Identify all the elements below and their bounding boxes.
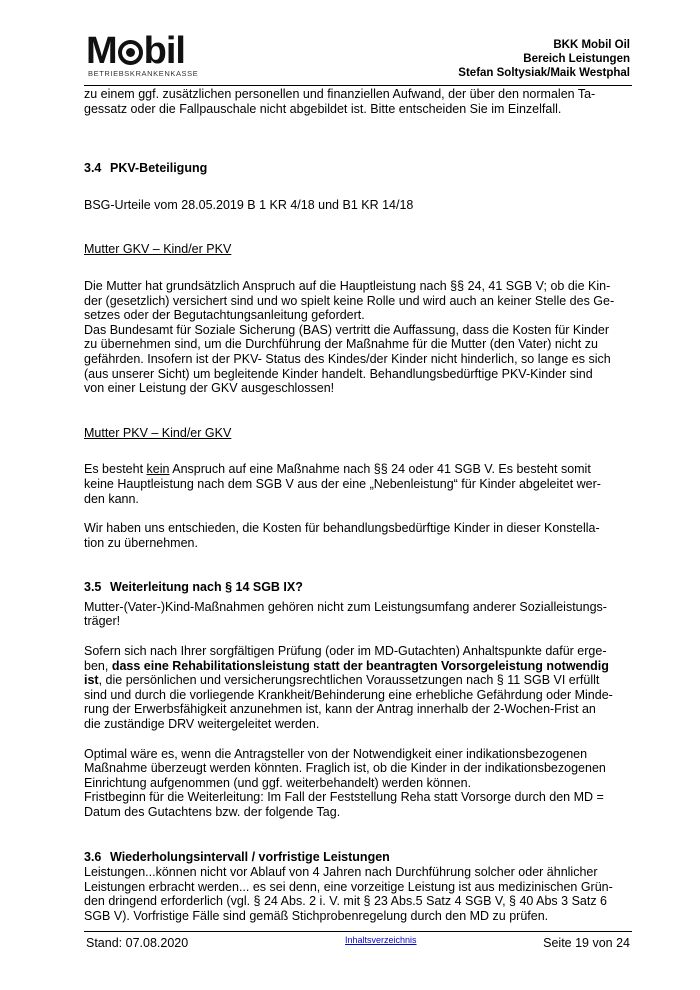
text-run: Es besteht: [84, 462, 147, 477]
intro-line-2: gessatz oder die Fallpauschale nicht abgebildet ist. Bitte entscheiden Sie im Einzelfall.: [84, 101, 562, 116]
subheading-mutter-gkv: Mutter GKV – Kind/er PKV: [84, 242, 232, 257]
section-number: 3.4: [84, 161, 102, 176]
text-run: ben,: [84, 658, 112, 673]
bold-text-run: ist: [84, 673, 99, 688]
section-title: PKV-Beteiligung: [110, 161, 208, 176]
s35-p1-line: Mutter-(Vater-)Kind-Maßnahmen gehören nicht zum Leistungsumfang anderer Sozialleistungs-: [84, 599, 607, 614]
mobil-logo: [86, 30, 199, 81]
toc-link[interactable]: Inhaltsverzeichnis: [345, 935, 417, 945]
s34-p1-line: Das Bundesamt für Soziale Sicherung (BAS) vertritt die Auffassung, dass die Kosten für Kinder: [84, 322, 610, 337]
s36-p1-line: Leistungen erbracht werden... es sei denn, eine vorzeitige Leistung ist aus medizinischen Grün-: [84, 879, 613, 894]
logo-o-icon: [118, 40, 143, 65]
page-number: Seite 19 von 24: [543, 936, 630, 950]
s34-p1-line: setzes oder der Begutachtungsanleitung gefordert.: [84, 308, 365, 323]
logo-letter-m: M: [86, 30, 117, 72]
s35-p3-line: Optimal wäre es, wenn die Antragsteller von der Notwendigkeit einer indikationsbezogenen: [84, 746, 588, 761]
s34-p1-line: der (gesetzlich) versichert sind und wo spielt keine Rolle und wird auch an keiner Stelle des Ge-: [84, 293, 615, 308]
s34-p1-line: von einer Leistung der GKV ausgeschlossen!: [84, 381, 335, 396]
s34-p3-line: tion zu übernehmen.: [84, 535, 198, 550]
s34-p2-line: den kann.: [84, 491, 139, 506]
section-3-5-heading: [84, 580, 632, 595]
s35-p2-line: [84, 659, 632, 674]
section-number: 3.6: [84, 849, 102, 864]
footer-date: Stand: 07.08.2020: [86, 936, 189, 950]
header-divider: [84, 85, 632, 86]
section-3-4-heading: [84, 161, 632, 176]
s36-p1-line: Leistungen...können nicht vor Ablauf von 4 Jahren nach Durchführung solcher oder ähnlicher: [84, 865, 598, 880]
s35-p2-line: Sofern sich nach Ihrer sorgfältigen Prüfung (oder im MD-Gutachten) Anhaltspunkte dafür erge-: [84, 644, 607, 659]
s34-p1-line: gefährden. Insofern ist der PKV- Status des Kindes/der Kinder nicht hinderlich, so lange es sich: [84, 351, 611, 366]
s34-p1-line: (aus unserer Sicht) um begleitende Kinder handelt. Behandlungsbedürftige PKV-Kinder sind: [84, 366, 593, 381]
header-company: BKK Mobil Oil: [553, 39, 630, 51]
bsg-reference: BSG-Urteile vom 28.05.2019 B 1 KR 4/18 und B1 KR 14/18: [84, 197, 414, 212]
s35-p2-line: [84, 673, 632, 688]
s36-p1-line: SGB V). Vorfristige Fälle sind gemäß Stichprobenregelung durch den MD zu prüfen.: [84, 908, 549, 923]
bold-text-run: dass eine Rehabilitationsleistung statt der beantragten Vorsorgeleistung notwendig: [111, 658, 609, 673]
s35-p1-line: träger!: [84, 614, 121, 629]
page-content: [84, 87, 632, 924]
logo-subtitle: BETRIEBSKRANKENKASSE: [88, 69, 199, 78]
header-info: [458, 38, 630, 80]
section-title: Wiederholungsintervall / vorfristige Leistungen: [110, 849, 390, 864]
logo-wordmark: [86, 29, 185, 73]
logo-letters-bil: bil: [143, 30, 185, 72]
text-run: , die persönlichen und versicherungsrechtlichen Voraussetzungen nach § 11 SGB VI erfüllt: [98, 673, 600, 688]
s34-p3-line: Wir haben uns entschieden, die Kosten für behandlungsbedürftige Kinder in dieser Konstella-: [84, 521, 600, 536]
emphasis-kein: kein: [146, 462, 170, 477]
s35-p2-line: die zuständige DRV weitergeleitet werden.: [84, 717, 320, 732]
s34-p2-line: [84, 462, 632, 477]
s34-p1-line: zu übernehmen sind, um die Durchführung der Maßnahme für die Mutter (den Vater) nicht zu: [84, 337, 598, 352]
intro-line-1: zu einem ggf. zusätzlichen personellen und finanziellen Aufwand, der über den normalen Ta-: [84, 87, 596, 101]
footer-divider: [84, 931, 632, 932]
s35-p3-line: Fristbeginn für die Weiterleitung: Im Fall der Feststellung Reha statt Vorsorge durch den MD =: [84, 790, 604, 805]
s36-p1-line: den dringend erforderlich (vgl. § 24 Abs. 2 i. V. mit § 23 Abs.5 Satz 4 SGB V, § 40 Abs 3 Satz 6: [84, 894, 608, 909]
s35-p3-line: Einrichtung aufgenommen (und ggf. weiterbehandelt) werden können.: [84, 775, 472, 790]
s35-p2-line: sind und durch die vorliegende Krankheit/Behinderung eine erhebliche Gefährdung oder Minde-: [84, 687, 613, 702]
s35-p3-line: Datum des Gutachtens bzw. der folgende Tag.: [84, 805, 341, 819]
header-authors: Stefan Soltysiak/Maik Westphal: [458, 67, 630, 79]
section-title: Weiterleitung nach § 14 SGB IX?: [110, 580, 303, 595]
s35-p2-line: rung der Erwerbsfähigkeit anzunehmen ist, kann der Antrag innerhalb der 2-Wochen-Frist an: [84, 702, 596, 717]
section-3-6-heading: [84, 850, 632, 865]
header-department: Bereich Leistungen: [523, 53, 630, 65]
s35-p3-line: Maßnahme überzeugt werden könnten. Fraglich ist, ob die Kinder in der indikationsbezogenen: [84, 761, 606, 776]
text-run: Anspruch auf eine Maßnahme nach §§ 24 oder 41 SGB V. Es besteht somit: [169, 462, 591, 477]
subheading-mutter-pkv: Mutter PKV – Kind/er GKV: [84, 425, 232, 440]
section-number: 3.5: [84, 580, 102, 595]
s34-p2-line: keine Hauptleistung nach dem SGB V aus der eine „Nebenleistung“ für Kinder abgeleitet wer-: [84, 476, 601, 491]
s34-p1-line: Die Mutter hat grundsätzlich Anspruch auf die Hauptleistung nach §§ 24, 41 SGB V; ob die Kin-: [84, 278, 611, 293]
